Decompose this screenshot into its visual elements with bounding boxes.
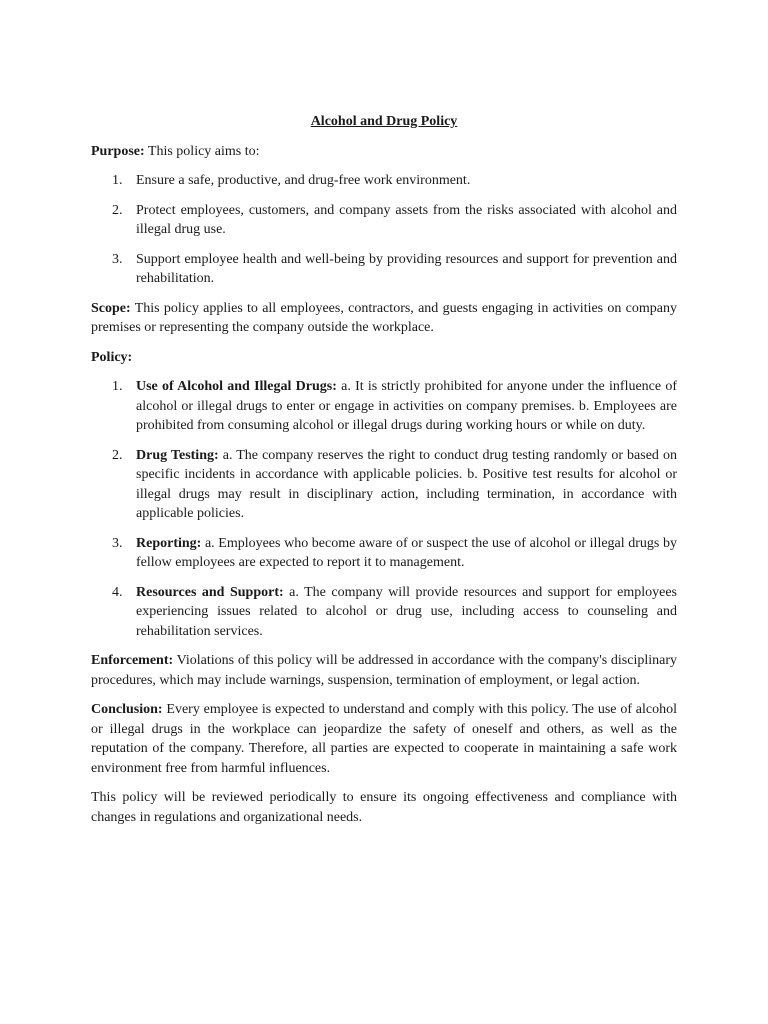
policy-label: Policy: <box>91 349 133 365</box>
conclusion-label: Conclusion: <box>91 702 163 717</box>
list-number: 1. <box>112 173 123 188</box>
document-title: Alcohol and Drug Policy <box>310 114 458 129</box>
policy-item-label: Drug Testing: <box>136 447 219 463</box>
policy-list <box>91 377 677 641</box>
policy-item-label: Reporting: <box>136 535 202 551</box>
enforcement-label: Enforcement: <box>91 653 174 668</box>
policy-list-item <box>91 583 677 642</box>
purpose-text: This policy aims to: <box>144 143 260 159</box>
enforcement-text: Violations of this policy will be addressed in accordance with the company's disciplinary procedures, which may include warnings, suspension, termination of employment, or legal action. <box>91 653 677 688</box>
list-number: 3. <box>112 535 123 551</box>
list-number: 2. <box>112 447 123 463</box>
policy-item-text: a. Employees who become aware of or suspect the use of alcohol or illegal drugs by fellow employees are expected to report it to management. <box>136 535 677 570</box>
scope-label: Scope: <box>91 300 131 316</box>
purpose-paragraph <box>91 142 677 162</box>
purpose-list <box>91 171 677 289</box>
list-item-text: Support employee health and well-being by providing resources and support for prevention and rehabilitation. <box>136 251 677 286</box>
policy-item-text: a. It is strictly prohibited for anyone under the influence of alcohol or illegal drugs to enter or engage in activities on company premises. b. Employees are prohibited from consuming alcohol or illegal drugs during working hours or while on duty. <box>136 379 677 433</box>
policy-item-label: Resources and Support: <box>136 584 284 600</box>
scope-paragraph <box>91 299 677 338</box>
policy-list-item <box>91 534 677 573</box>
policy-list-item <box>91 377 677 436</box>
scope-text: This policy applies to all employees, contractors, and guests engaging in activities on company premises or representing the company outside the workplace. <box>91 300 677 335</box>
list-item-text: Ensure a safe, productive, and drug-free work environment. <box>136 173 471 188</box>
enforcement-paragraph <box>91 651 677 690</box>
policy-heading-paragraph <box>91 348 677 368</box>
conclusion-paragraph <box>91 700 677 778</box>
list-item-text: Protect employees, customers, and company assets from the risks associated with alcohol and illegal drug use. <box>136 202 677 237</box>
policy-list-item <box>91 446 677 524</box>
policy-item-text: a. The company reserves the right to conduct drug testing randomly or based on specific incidents in accordance with applicable policies. b. Positive test results for alcohol or illegal drugs may result in disciplinary action, including termination, in accordance with applicable policies. <box>136 447 677 521</box>
policy-item-text: a. The company will provide resources and support for employees experiencing issues related to alcohol or drug use, including access to counseling and rehabilitation services. <box>136 584 678 639</box>
purpose-list-item <box>91 250 677 289</box>
policy-item-label: Use of Alcohol and Illegal Drugs: <box>136 379 337 394</box>
list-number: 3. <box>112 251 123 267</box>
purpose-list-item <box>91 201 677 240</box>
list-number: 1. <box>112 379 123 394</box>
purpose-label: Purpose: <box>91 143 145 159</box>
conclusion-text: Every employee is expected to understand and comply with this policy. The use of alcohol or illegal drugs in the workplace can jeopardize the safety of oneself and others, as well as the reputation of the company. Therefore, all parties are expected to cooperate in maintaining a safe work environment free from harmful influences. <box>91 702 677 776</box>
list-number: 4. <box>112 584 123 600</box>
closing-paragraph: This policy will be reviewed periodically to ensure its ongoing effectiveness and compliance with changes in regulations and organizational needs. <box>91 790 677 825</box>
purpose-list-item <box>91 171 677 191</box>
list-number: 2. <box>112 202 123 218</box>
